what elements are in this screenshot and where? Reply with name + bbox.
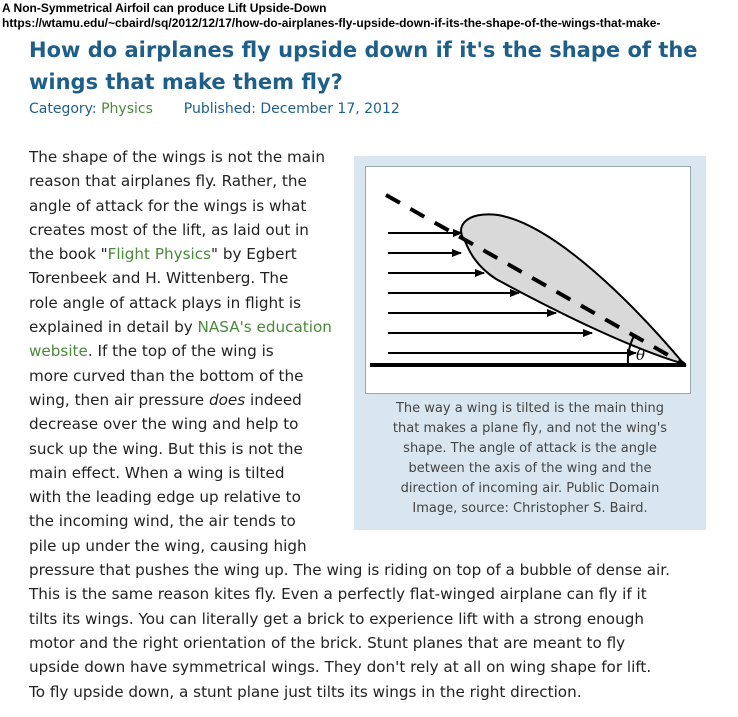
body-text: . If the top of the wing is — [87, 342, 274, 361]
angle-theta-label: θ — [636, 346, 646, 364]
body-text: explained in detail by — [29, 318, 198, 337]
body-text: the book " — [29, 245, 108, 264]
capture-url: https://wtamu.edu/~cbaird/sq/2012/12/17/how-do-airplanes-fly-upside-down-if-its-the-shape-of-the-wings-that-make- — [2, 16, 661, 30]
chord-axis-line — [386, 195, 684, 364]
published-label: Published: — [183, 101, 256, 117]
body-text: " by Egbert — [211, 245, 297, 264]
body-line: angle of attack for the wings is what — [29, 196, 307, 215]
category-link[interactable]: Physics — [101, 101, 153, 117]
caption-line: that makes a plane fly, and not the wing's — [392, 421, 668, 436]
caption-line: shape. The angle of attack is the angle — [403, 441, 657, 456]
nasa-website-link[interactable]: website — [29, 342, 88, 361]
airfoil-diagram — [365, 166, 691, 394]
airfoil-shape — [461, 214, 684, 364]
nasa-education-link[interactable]: NASA's education — [197, 318, 332, 337]
flight-physics-link[interactable]: Flight Physics — [107, 245, 211, 264]
caption-line: Image, source: Christopher S. Baird. — [412, 501, 648, 516]
figure-caption — [364, 399, 696, 519]
caption-line: direction of incoming air. Public Domain — [400, 481, 660, 496]
article-title: How do airplanes fly upside down if it's the shape of the wings that make them fly? — [29, 38, 698, 94]
body-line: This is the same reason kites fly. Even a perfectly flat-winged airplane can fly if it — [29, 585, 647, 604]
body-line: To fly upside down, a stunt plane just tilts its wings in the right direction. — [29, 682, 582, 701]
capture-title: A Non-Symmetrical Airfoil can produce Lift Upside-Down — [2, 1, 327, 15]
published-date: December 17, 2012 — [260, 101, 400, 117]
body-line: reason that airplanes fly. Rather, the — [29, 172, 307, 191]
body-line: upside down have symmetrical wings. They don't rely at all on wing shape for lift. — [29, 658, 652, 677]
figure-box — [354, 156, 706, 530]
body-line: pressure that pushes the wing up. The wing is riding on top of a bubble of dense air. — [29, 561, 670, 580]
body-line: The shape of the wings is not the main — [29, 148, 325, 166]
body-line: Torenbeek and H. Wittenberg. The — [29, 269, 289, 288]
body-line: the incoming wind, the air tends to — [29, 512, 296, 531]
body-line: role angle of attack plays in flight is — [29, 293, 302, 312]
airfoil-svg — [366, 167, 690, 393]
body-line: with the leading edge up relative to — [29, 488, 301, 507]
body-text: wing, then air pressure — [29, 390, 209, 409]
body-line: more curved than the bottom of the — [29, 366, 304, 385]
body-line: motor and the right orientation of the brick. Stunt planes that are meant to fly — [29, 633, 626, 652]
body-line: decrease over the wing and help to — [29, 415, 299, 434]
caption-line: The way a wing is tilted is the main thing — [395, 401, 665, 416]
body-line: suck up the wing. But this is not the — [29, 439, 303, 458]
body-text: indeed — [245, 390, 302, 409]
body-line: pile up under the wing, causing high — [29, 536, 307, 555]
category-label: Category: — [29, 101, 97, 117]
article-meta — [29, 101, 400, 117]
body-line: tilts its wings. You can literally get a brick to experience lift with a strong enough — [29, 609, 644, 628]
body-line: creates most of the lift, as laid out in — [29, 220, 309, 239]
body-line: main effect. When a wing is tilted — [29, 463, 285, 482]
emphasis-does: does — [208, 390, 246, 409]
caption-line: between the axis of the wing and the — [408, 461, 652, 476]
